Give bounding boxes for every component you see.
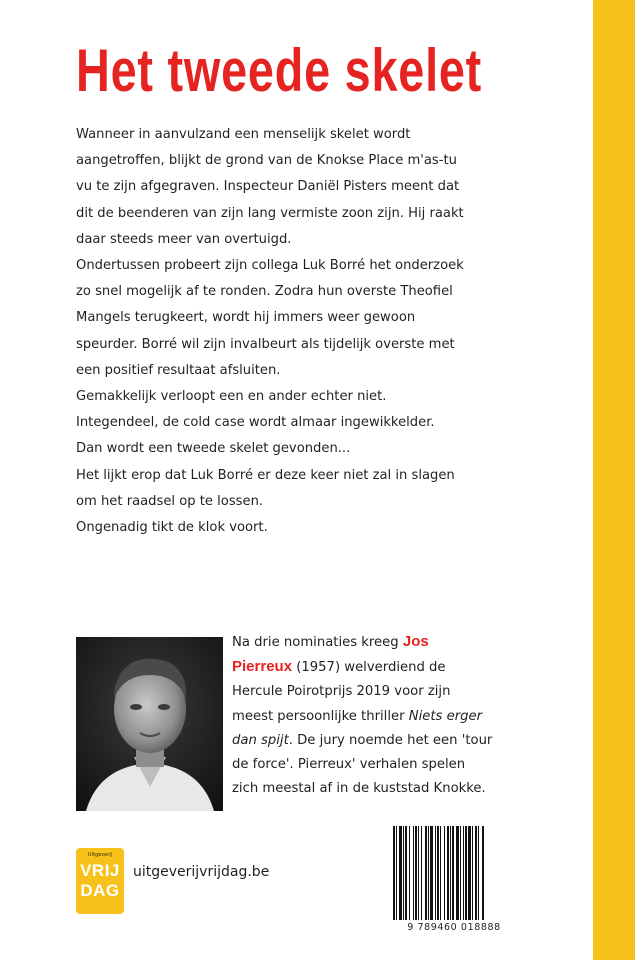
bio-text: meest persoonlijke thriller <box>232 708 409 724</box>
blurb-line: Gemakkelijk verloopt een en ander echter niet. <box>76 389 387 405</box>
barcode-bar <box>403 826 404 920</box>
barcode-bar <box>468 826 471 920</box>
book-reference: Niets erger <box>408 708 483 724</box>
barcode-bar <box>413 826 414 920</box>
blurb-line: een positief resultaat afsluiten. <box>76 362 281 378</box>
bio-line <box>232 630 522 655</box>
bio-text: Na drie nominaties kreeg <box>232 635 403 650</box>
isbn-number: 9 789460 018888 <box>407 922 501 933</box>
blurb-line: speurder. Borré wil zijn invalbeurt als tijdelijk overste met <box>76 336 455 352</box>
barcode-bar <box>482 826 484 920</box>
book-title: Het tweede skelet <box>76 37 483 104</box>
blurb-line: aangetroffen, blijkt de grond van de Knokse Place m'as-tu <box>76 153 457 169</box>
barcode-bar <box>440 826 441 920</box>
bio-text: (1957) welverdiend de <box>292 660 446 676</box>
blurb-line: om het raadsel op te lossen. <box>76 493 264 509</box>
author-last-name: Pierreux <box>232 658 293 676</box>
barcode-bar <box>475 826 477 920</box>
barcode-bar <box>409 826 410 920</box>
barcode-bar <box>425 826 427 920</box>
bio-line <box>232 729 522 753</box>
blurb-line: Ongenadig tikt de klok voort. <box>76 520 268 536</box>
barcode-bar <box>399 826 402 920</box>
logo-word: DAG <box>80 881 120 900</box>
author-bio <box>232 630 522 801</box>
blurb-line: Wanneer in aanvulzand een menselijk skelet wordt <box>76 127 411 142</box>
blurb-line: daar steeds meer van overtuigd. <box>76 231 292 247</box>
barcode-bar <box>418 826 419 920</box>
barcode-bar <box>415 826 417 920</box>
bio-text: . De jury noemde het een 'tour <box>288 732 493 748</box>
isbn-barcode <box>392 826 516 933</box>
publisher-logo <box>76 848 124 914</box>
barcode-bar <box>430 826 433 920</box>
bio-line: zich meestal af in de kuststad Knokke. <box>232 781 486 797</box>
barcode-bars <box>392 826 516 920</box>
publisher-website: uitgeverijvrijdag.be <box>133 864 270 880</box>
barcode-bar <box>437 826 439 920</box>
spine-band <box>593 0 635 960</box>
blurb-line: Dan wordt een tweede skelet gevonden... <box>76 441 351 457</box>
barcode-bar <box>396 826 397 920</box>
barcode-bar <box>465 826 467 920</box>
barcode-bar <box>452 826 454 920</box>
barcode-bar <box>472 826 473 920</box>
barcode-bar <box>428 826 429 920</box>
barcode-bar <box>478 826 479 920</box>
blurb-line: Mangels terugkeert, wordt hij immers weer gewoon <box>76 310 416 326</box>
barcode-bar <box>444 826 445 920</box>
blurb-line: zo snel mogelijk af te ronden. Zodra hun overste Theofiel <box>76 284 453 300</box>
logo-word: VRIJ <box>80 861 120 880</box>
barcode-bar <box>463 826 464 920</box>
logo-tag: Uitgeverij <box>87 852 113 858</box>
barcode-bar <box>447 826 449 920</box>
bio-line: de force'. Pierreux' verhalen spelen <box>232 757 466 773</box>
barcode-bar <box>456 826 459 920</box>
blurb-line: vu te zijn afgegraven. Inspecteur Daniël Pisters meent dat <box>76 179 460 195</box>
book-reference: dan spijt <box>232 732 289 748</box>
blurb-line: Integendeel, de cold case wordt almaar ingewikkelder. <box>76 415 435 431</box>
blurb-line: Ondertussen probeert zijn collega Luk Borré het onderzoek <box>76 258 464 274</box>
barcode-bar <box>393 826 395 920</box>
bio-line <box>232 655 522 680</box>
author-photo <box>76 637 223 811</box>
bio-line <box>232 705 522 729</box>
back-cover-blurb <box>76 122 516 541</box>
barcode-bar <box>450 826 451 920</box>
barcode-bar <box>421 826 422 920</box>
bio-line: Hercule Poirotprijs 2019 voor zijn <box>232 684 451 700</box>
blurb-line: Het lijkt erop dat Luk Borré er deze keer niet zal in slagen <box>76 467 455 483</box>
barcode-bar <box>405 826 407 920</box>
author-first-name: Jos <box>402 633 429 650</box>
barcode-bar <box>435 826 436 920</box>
barcode-bar <box>460 826 461 920</box>
blurb-line: dit de beenderen van zijn lang vermiste zoon zijn. Hij raakt <box>76 205 464 221</box>
